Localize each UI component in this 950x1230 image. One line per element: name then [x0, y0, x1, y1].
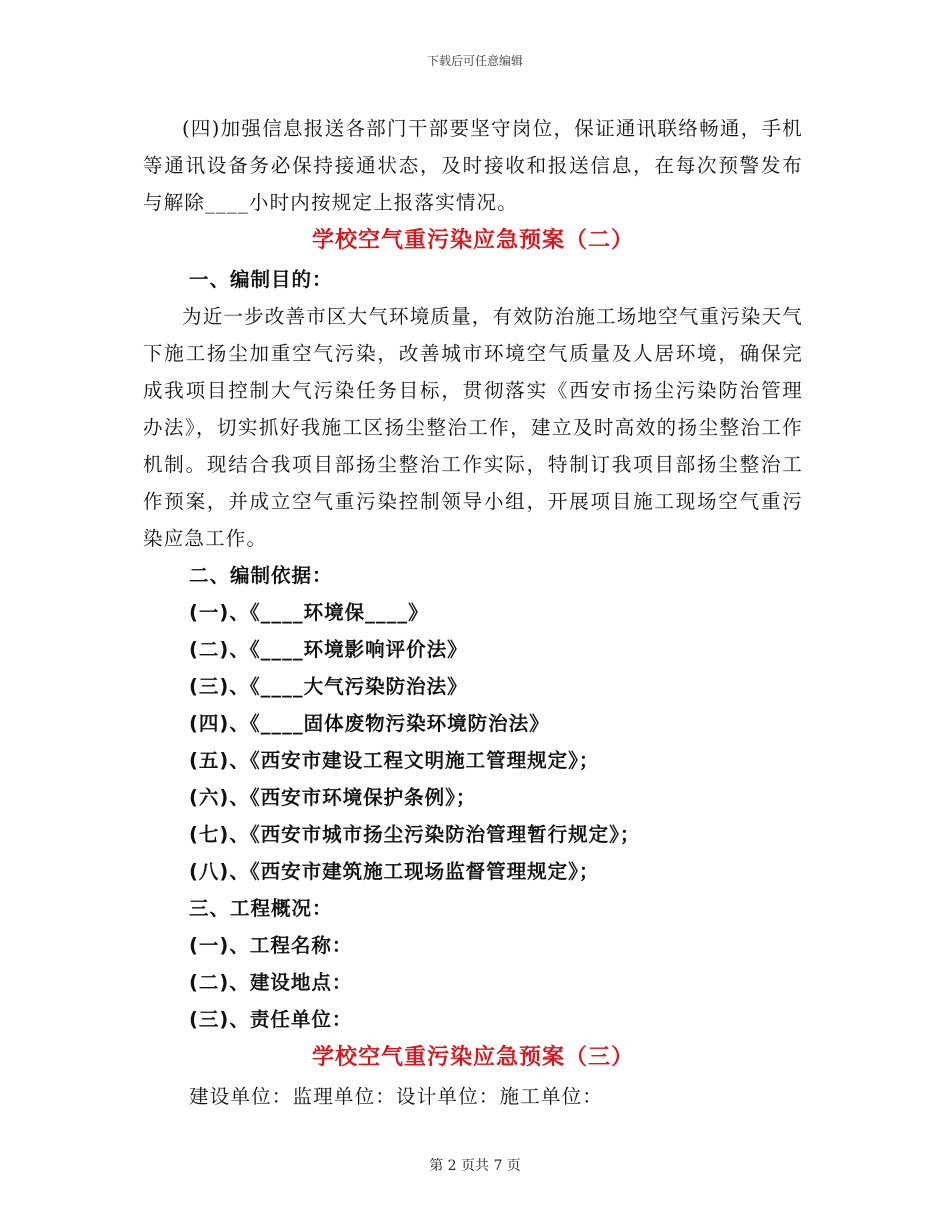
section-title-2: 学校空气重污染应急预案（二）	[311, 228, 634, 253]
heading-basis: 二、编制依据：	[189, 564, 333, 587]
basis-item: (二)、《____环境影响评价法》	[189, 638, 468, 661]
purpose-paragraph: 为近一步改善市区大气环境质量，有效防治施工场地空气重污染天气下施工扬尘加重空气污染，改善城市环境空气质量及人居环境，确保完成我项目控制大气污染任务目标，贯彻落实《西安市扬尘污染防治管理办法》，切实抓好我施工区扬尘整治工作，建立及时高效的扬尘整治工作机制。现结合我项目部扬尘整治工作实际，特制订我项目部扬尘整治工作预案，并成立空气重污染控制领导小组，开展项目施工现场空气重污染应急工作。	[143, 305, 804, 550]
basis-item: (六)、《西安市环境保护条例》；	[189, 786, 477, 809]
basis-item: (三)、《____大气污染防治法》	[189, 675, 468, 698]
overview-item: (一)、工程名称：	[189, 934, 353, 957]
heading-overview: 三、工程概况：	[189, 897, 333, 920]
heading-purpose: 一、编制目的：	[189, 268, 333, 291]
basis-item: (五)、《西安市建设工程文明施工管理规定》；	[189, 749, 600, 772]
page-header: 下载后可任意编辑	[426, 54, 523, 68]
overview-item: (三)、责任单位：	[189, 1008, 353, 1031]
page-footer: 第 2 页共 7 页	[429, 1158, 521, 1174]
units-line: 建设单位：监理单位：设计单位：施工单位：	[189, 1085, 604, 1108]
basis-item: (四)、《____固体废物污染环境防治法》	[189, 712, 550, 735]
intro-paragraph: (四)加强信息报送各部门干部要坚守岗位，保证通讯联络畅通，手机等通讯设备务必保持接通状态，及时接收和报送信息，在每次预警发布与解除____小时内按规定上报落实情况。	[143, 117, 803, 214]
basis-item: (一)、《____环境保____》	[189, 601, 429, 624]
basis-item: (八)、《西安市建筑施工现场监督管理规定》；	[189, 860, 600, 883]
section-title-3: 学校空气重污染应急预案（三）	[311, 1045, 634, 1070]
overview-item: (二)、建设地点：	[189, 971, 353, 994]
document-body	[143, 110, 803, 1115]
basis-item: (七)、《西安市城市扬尘污染防治管理暂行规定》；	[189, 823, 641, 846]
